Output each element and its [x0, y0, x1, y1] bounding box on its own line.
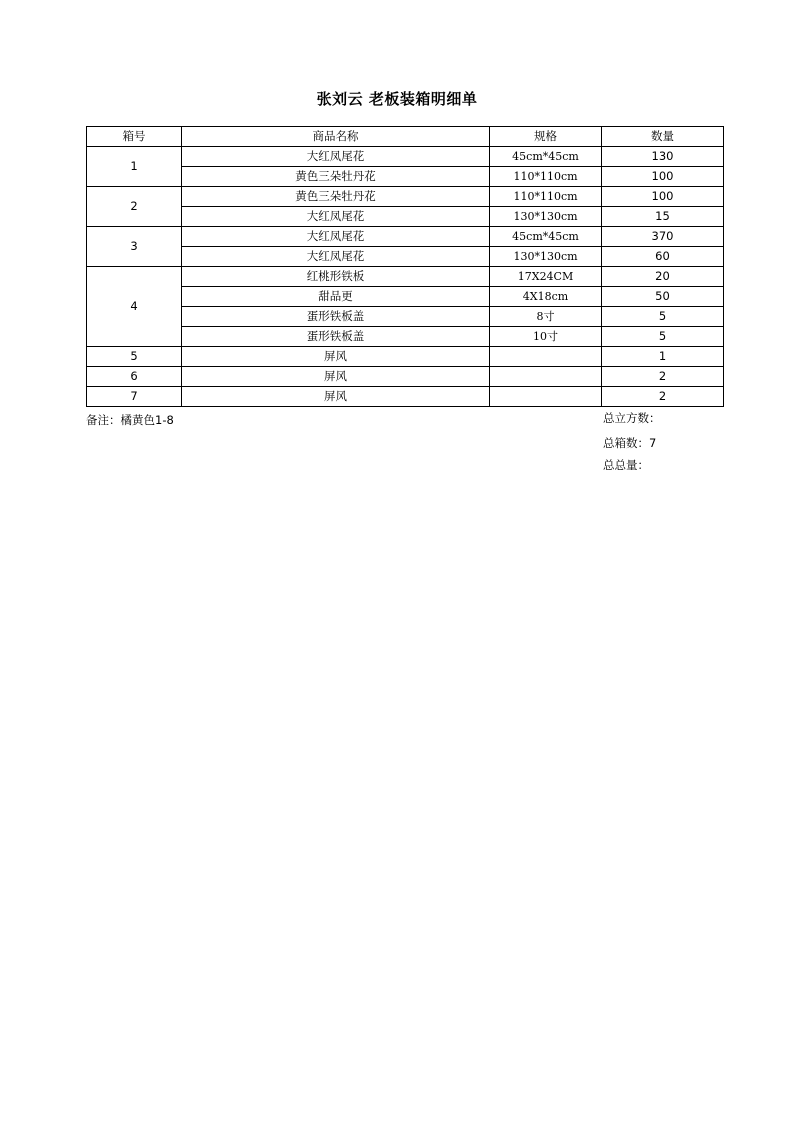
total-volume: 总立方数： [603, 411, 661, 425]
product-spec: 130*130cm [490, 207, 602, 227]
header-qty: 数量 [602, 127, 724, 147]
box-number: 1 [87, 147, 182, 187]
product-spec: 45cm*45cm [490, 227, 602, 247]
table-row [87, 207, 724, 227]
product-spec: 8寸 [490, 307, 602, 327]
table-row [87, 167, 724, 187]
header-row [87, 127, 724, 147]
product-qty: 5 [602, 327, 724, 347]
product-name: 屏风 [182, 367, 490, 387]
product-spec: 17X24CM [490, 267, 602, 287]
table-row [87, 347, 724, 367]
table-row [87, 187, 724, 207]
product-name: 大红凤尾花 [182, 227, 490, 247]
product-qty: 2 [602, 387, 724, 407]
product-name: 红桃形铁板 [182, 267, 490, 287]
product-name: 蛋形铁板盖 [182, 327, 490, 347]
header-product: 商品名称 [182, 127, 490, 147]
table-row [87, 147, 724, 167]
product-qty: 1 [602, 347, 724, 367]
page-title: 张刘云 老板装箱明细单 [316, 90, 478, 108]
product-name: 黄色三朵牡丹花 [182, 167, 490, 187]
product-spec [490, 367, 602, 387]
product-qty: 100 [602, 167, 724, 187]
product-qty: 2 [602, 367, 724, 387]
table-row [87, 227, 724, 247]
box-number: 7 [87, 387, 182, 407]
table-row [87, 247, 724, 267]
product-name: 黄色三朵牡丹花 [182, 187, 490, 207]
product-name: 蛋形铁板盖 [182, 307, 490, 327]
header-box-no: 箱号 [87, 127, 182, 147]
product-spec: 45cm*45cm [490, 147, 602, 167]
product-qty: 15 [602, 207, 724, 227]
remark-note: 备注：橘黄色1-8 [86, 413, 174, 427]
product-qty: 100 [602, 187, 724, 207]
product-spec [490, 347, 602, 367]
product-spec: 130*130cm [490, 247, 602, 267]
product-spec: 4X18cm [490, 287, 602, 307]
table-row [87, 387, 724, 407]
box-number: 3 [87, 227, 182, 267]
product-qty: 60 [602, 247, 724, 267]
box-number: 5 [87, 347, 182, 367]
product-qty: 370 [602, 227, 724, 247]
product-qty: 50 [602, 287, 724, 307]
product-name: 甜品更 [182, 287, 490, 307]
product-qty: 130 [602, 147, 724, 167]
product-qty: 5 [602, 307, 724, 327]
table-row [87, 267, 724, 287]
product-name: 屏风 [182, 387, 490, 407]
box-number: 6 [87, 367, 182, 387]
product-name: 大红凤尾花 [182, 247, 490, 267]
total-boxes: 总箱数：7 [603, 436, 657, 450]
total-amount: 总总量： [603, 458, 649, 472]
product-spec: 110*110cm [490, 187, 602, 207]
header-spec: 规格 [490, 127, 602, 147]
table-row [87, 327, 724, 347]
packing-table [86, 126, 724, 407]
product-name: 大红凤尾花 [182, 207, 490, 227]
table-row [87, 367, 724, 387]
product-spec: 10寸 [490, 327, 602, 347]
product-name: 屏风 [182, 347, 490, 367]
product-qty: 20 [602, 267, 724, 287]
table-row [87, 287, 724, 307]
product-spec: 110*110cm [490, 167, 602, 187]
product-spec [490, 387, 602, 407]
product-name: 大红凤尾花 [182, 147, 490, 167]
box-number: 2 [87, 187, 182, 227]
box-number: 4 [87, 267, 182, 347]
table-row [87, 307, 724, 327]
